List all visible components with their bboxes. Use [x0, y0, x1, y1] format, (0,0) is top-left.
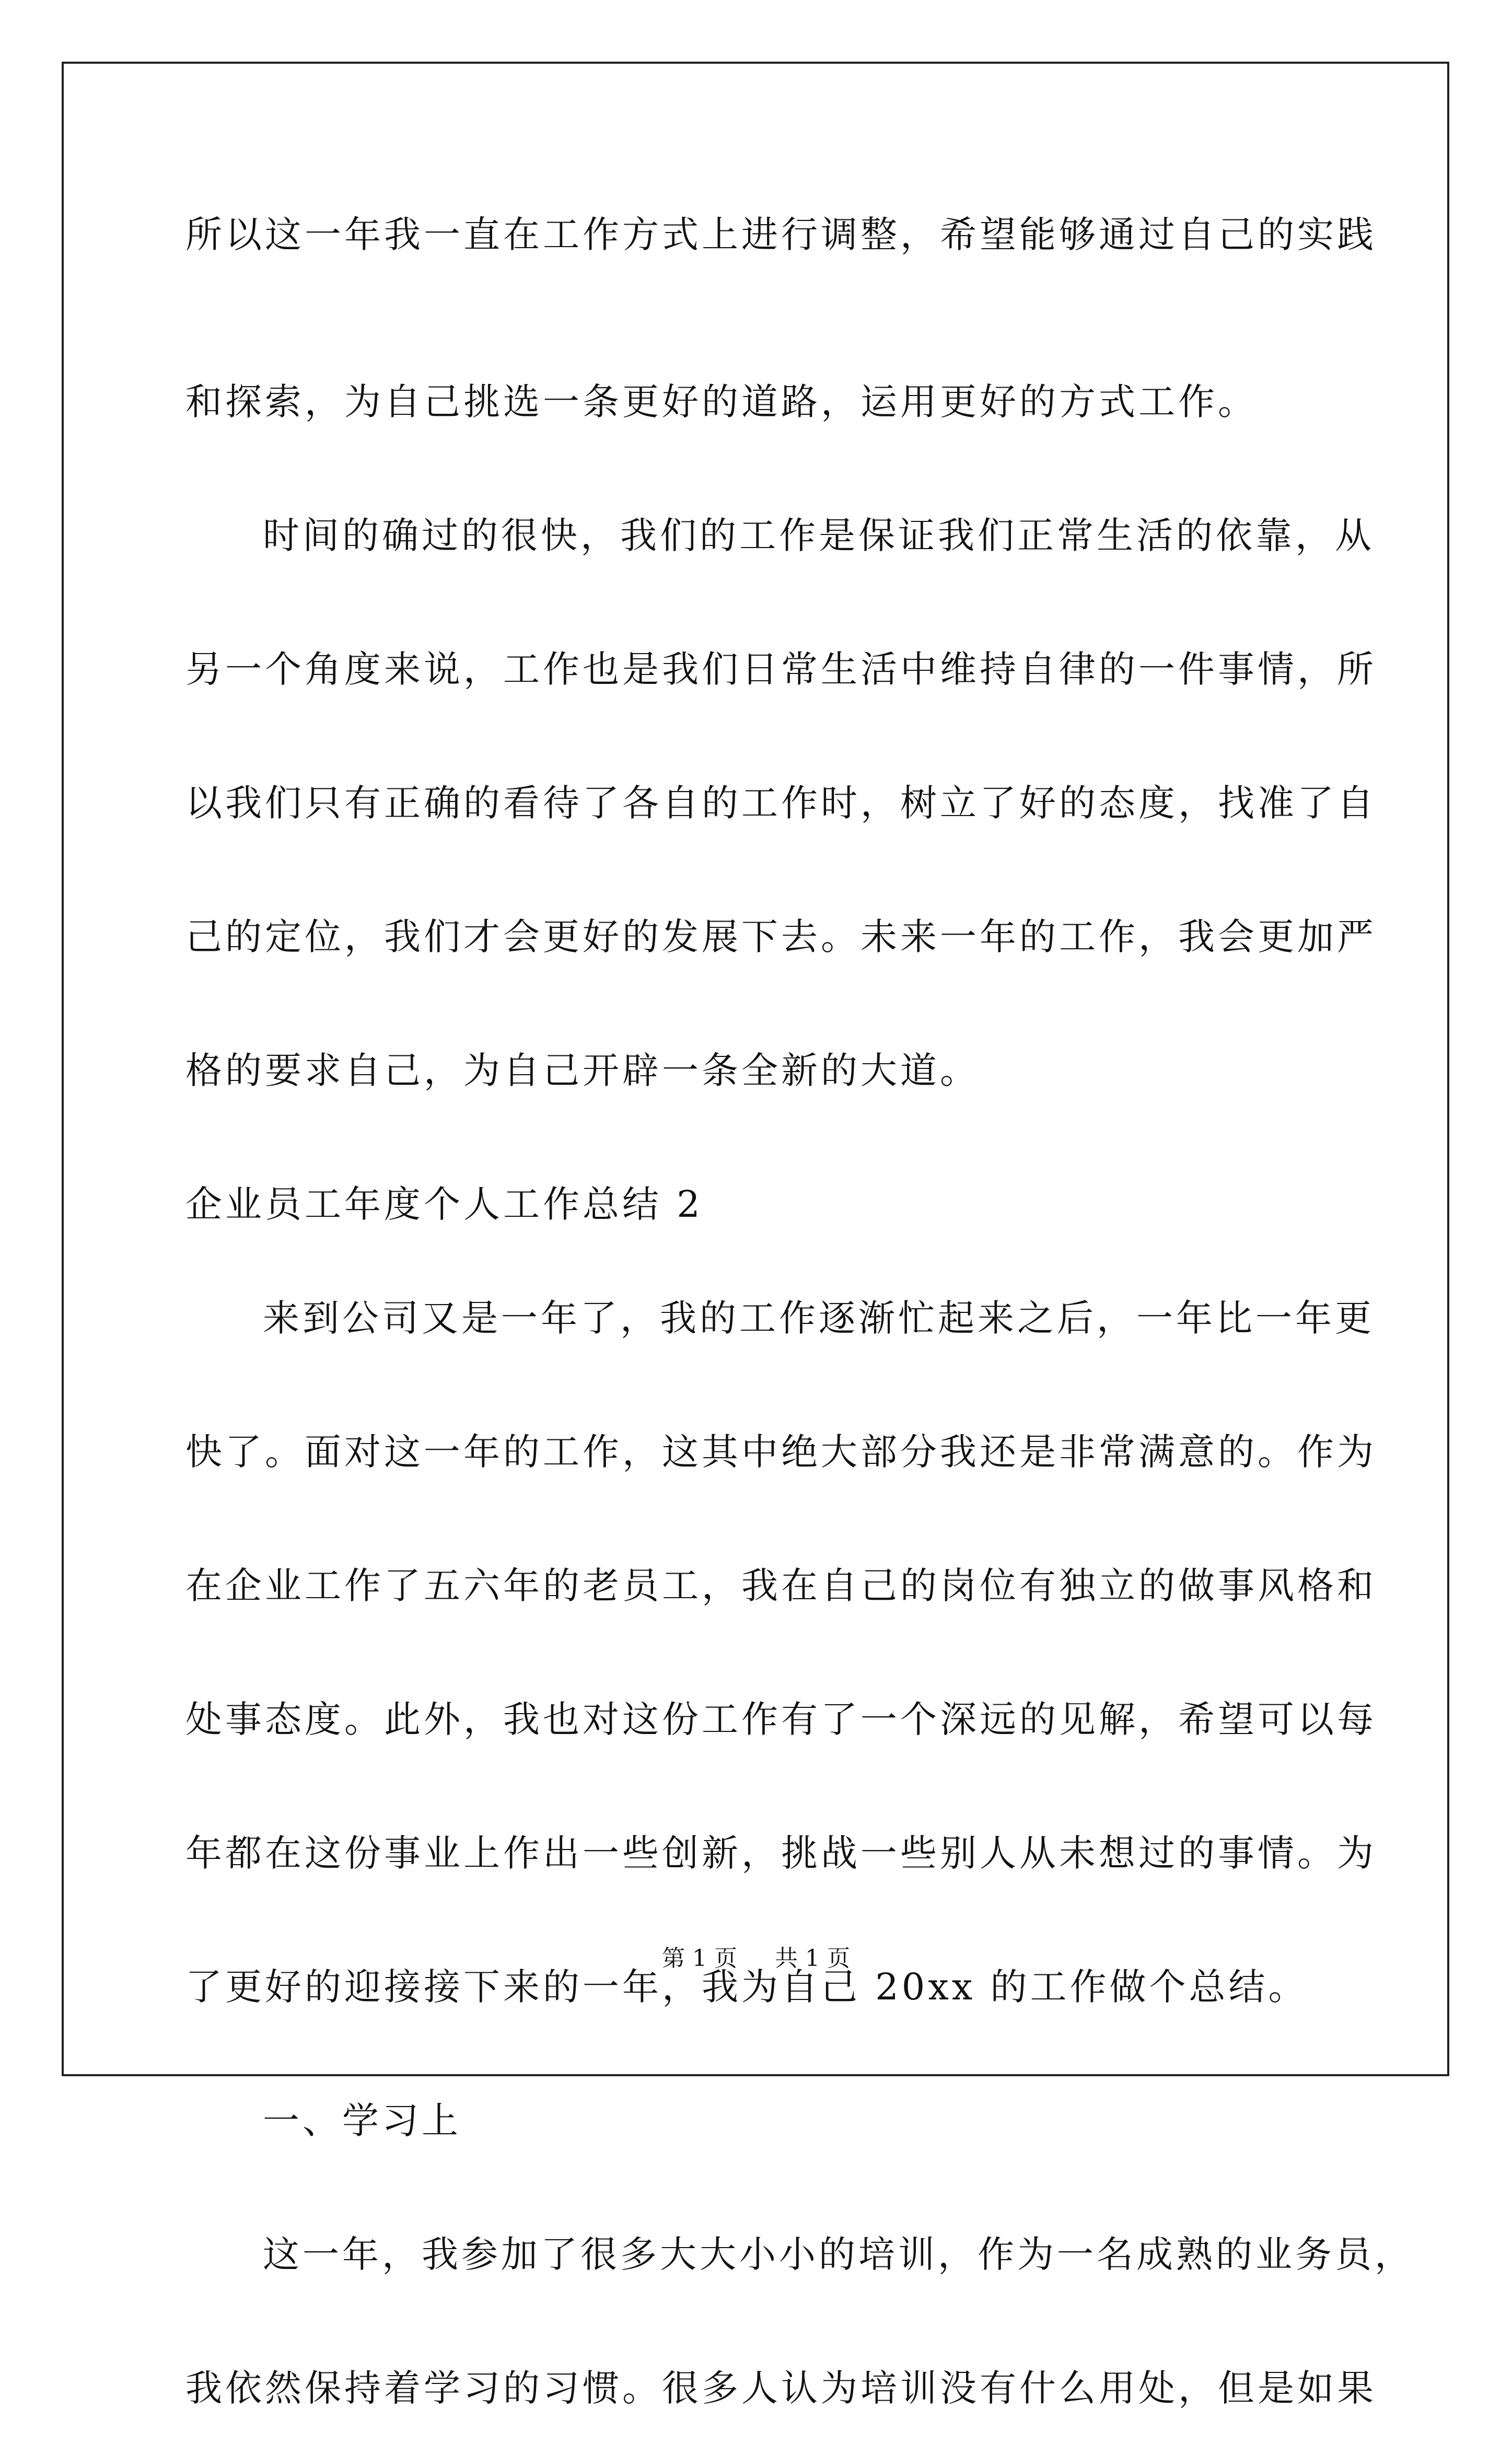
paragraph-line: 快了。面对这一年的工作，这其中绝大部分我还是非常满意的。作为 — [185, 1430, 1377, 1473]
page-footer — [0, 1939, 1512, 1973]
paragraph-line: 了更好的迎接接下来的一年，我为自己 20xx 的工作做个总结。 — [185, 1965, 1308, 2008]
page-number-current: 第 1 页 — [662, 1945, 737, 1972]
paragraph-line: 和探索，为自己挑选一条更好的道路，运用更好的方式工作。 — [185, 380, 1258, 423]
paragraph-line: 时间的确过的很快，我们的工作是保证我们正常生活的依靠，从 — [263, 514, 1375, 557]
paragraph-line: 格的要求自己，为自己开辟一条全新的大道。 — [185, 1049, 980, 1092]
paragraph-line: 以我们只有正确的看待了各自的工作时，树立了好的态度，找准了自 — [185, 782, 1377, 824]
subsection-heading: 一、学习上 — [263, 2099, 461, 2142]
page-number-total: 共 1 页 — [775, 1945, 850, 1972]
document-body — [185, 201, 1414, 2455]
section-heading: 企业员工年度个人工作总结 2 — [185, 1183, 703, 1226]
paragraph-line: 另一个角度来说，工作也是我们日常生活中维持自律的一件事情，所 — [185, 648, 1377, 691]
paragraph-line: 在企业工作了五六年的老员工，我在自己的岗位有独立的做事风格和 — [185, 1564, 1377, 1607]
paragraph-line: 年都在这份事业上作出一些创新，挑战一些别人从未想过的事情。为 — [185, 1832, 1377, 1875]
paragraph-line: 处事态度。此外，我也对这份工作有了一个深远的见解，希望可以每 — [185, 1698, 1377, 1741]
paragraph-line: 我依然保持着学习的习惯。很多人认为培训没有什么用处，但是如果 — [185, 2367, 1377, 2410]
paragraph-line: 来到公司又是一年了，我的工作逐渐忙起来之后，一年比一年更 — [263, 1297, 1375, 1340]
paragraph-line: 这一年，我参加了很多大大小小的培训，作为一名成熟的业务员， — [263, 2233, 1414, 2276]
paragraph-line: 所以这一年我一直在工作方式上进行调整，希望能够通过自己的实践 — [185, 213, 1377, 256]
paragraph-line: 己的定位，我们才会更好的发展下去。未来一年的工作，我会更加严 — [185, 915, 1377, 958]
